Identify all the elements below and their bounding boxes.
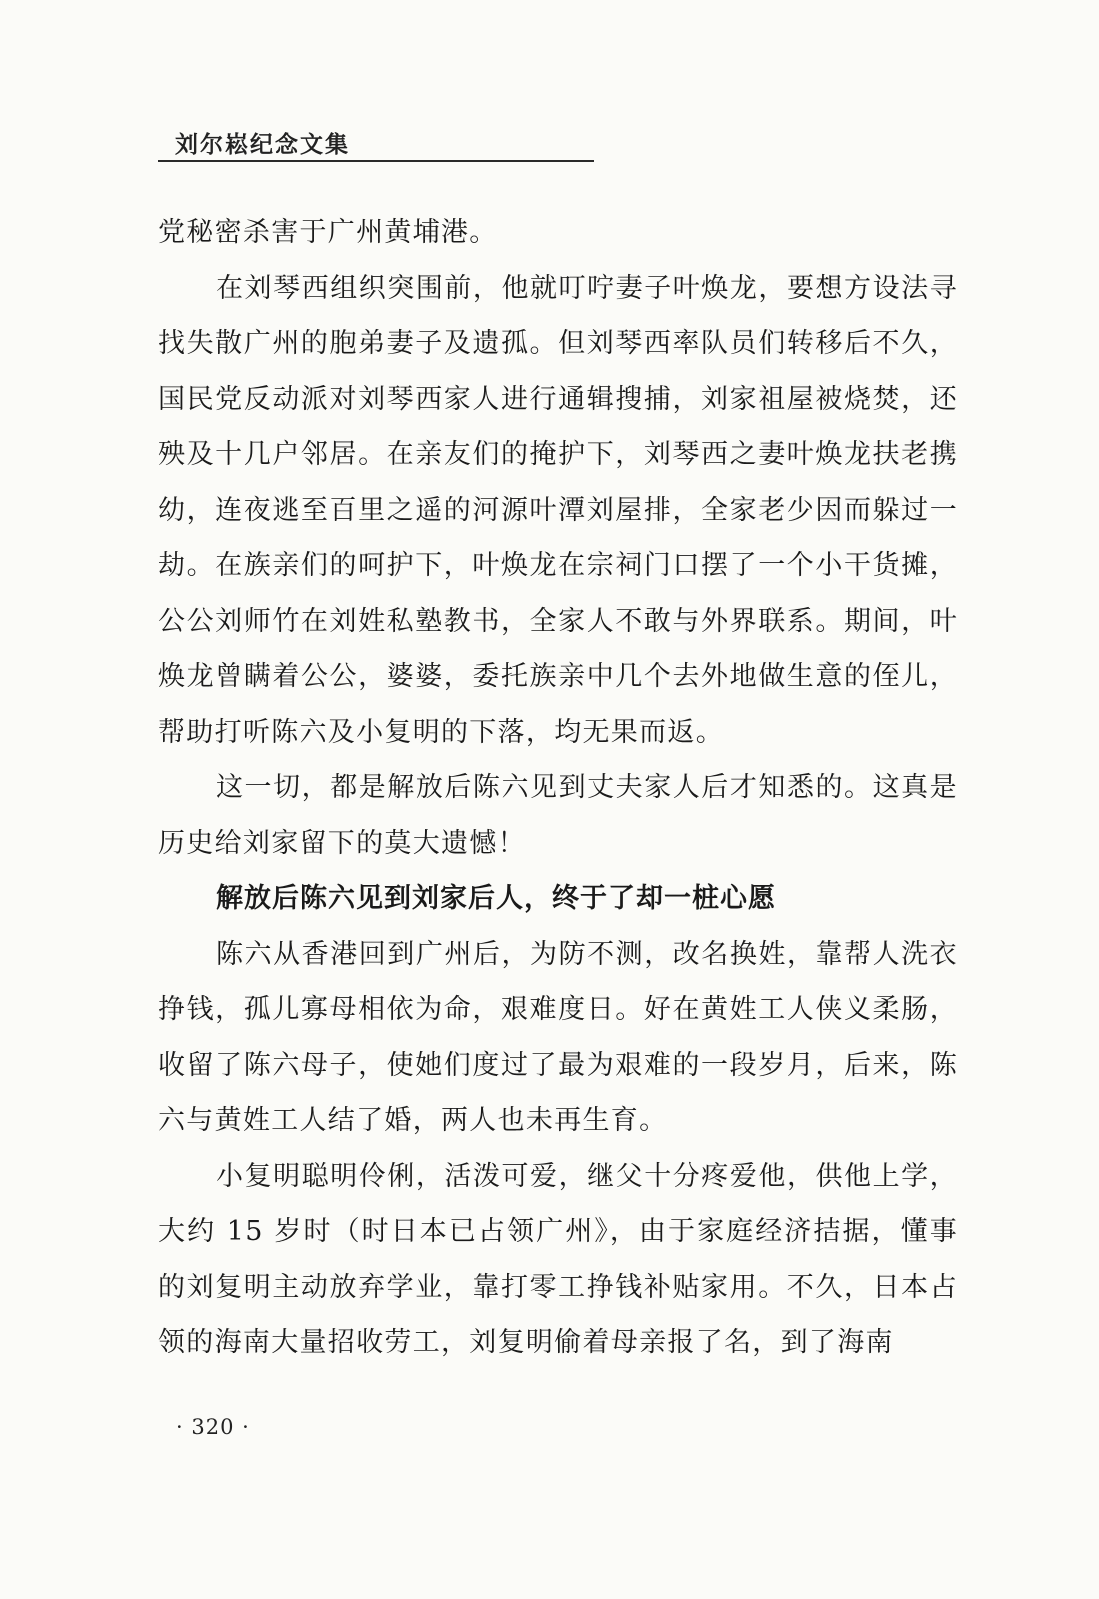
section-subheading: 解放后陈六见到刘家后人，终于了却一桩心愿 bbox=[216, 883, 776, 914]
running-header-title: 刘尔崧纪念文集 bbox=[175, 131, 350, 158]
body-text bbox=[158, 205, 958, 1371]
paragraph: 小复明聪明伶俐，活泼可爱，继父十分疼爱他，供他上学，大约 15 岁时（时日本已占领广州》，由于家庭经济拮据，懂事的刘复明主动放弃学业，靠打零工挣钱补贴家用。不久，日本占领的海南大量招收劳工，刘复明偷着母亲报了名，到了海南 bbox=[158, 1160, 958, 1358]
paragraph: 陈六从香港回到广州后，为防不测，改名换姓，靠帮人洗衣挣钱，孤儿寡母相依为命，艰难度日。好在黄姓工人侠义柔肠，收留了陈六母子，使她们度过了最为艰难的一段岁月，后来，陈六与黄姓工人结了婚，两人也未再生育。 bbox=[158, 938, 958, 1136]
paragraph-continuation: 党秘密杀害于广州黄埔港。 bbox=[158, 217, 498, 248]
header-rule bbox=[158, 160, 594, 162]
paragraph: 这一切，都是解放后陈六见到丈夫家人后才知悉的。这真是历史给刘家留下的莫大遗憾！ bbox=[158, 772, 958, 859]
paragraph: 在刘琴西组织突围前，他就叮咛妻子叶焕龙，要想方设法寻找失散广州的胞弟妻子及遗孤。但刘琴西率队员们转移后不久，国民党反动派对刘琴西家人进行通辑搜捕，刘家祖屋被烧焚，还殃及十几户邻居。在亲友们的掩护下，刘琴西之妻叶焕龙扶老携幼，连夜逃至百里之遥的河源叶潭刘屋排，全家老少因而躲过一劫。在族亲们的呵护下，叶焕龙在宗祠门口摆了一个小干货摊，公公刘师竹在刘姓私塾教书，全家人不敢与外界联系。期间，叶焕龙曾瞒着公公，婆婆，委托族亲中几个去外地做生意的侄儿，帮助打听陈六及小复明的下落，均无果而返。 bbox=[158, 272, 958, 748]
page-number: · 320 · bbox=[176, 1415, 250, 1439]
